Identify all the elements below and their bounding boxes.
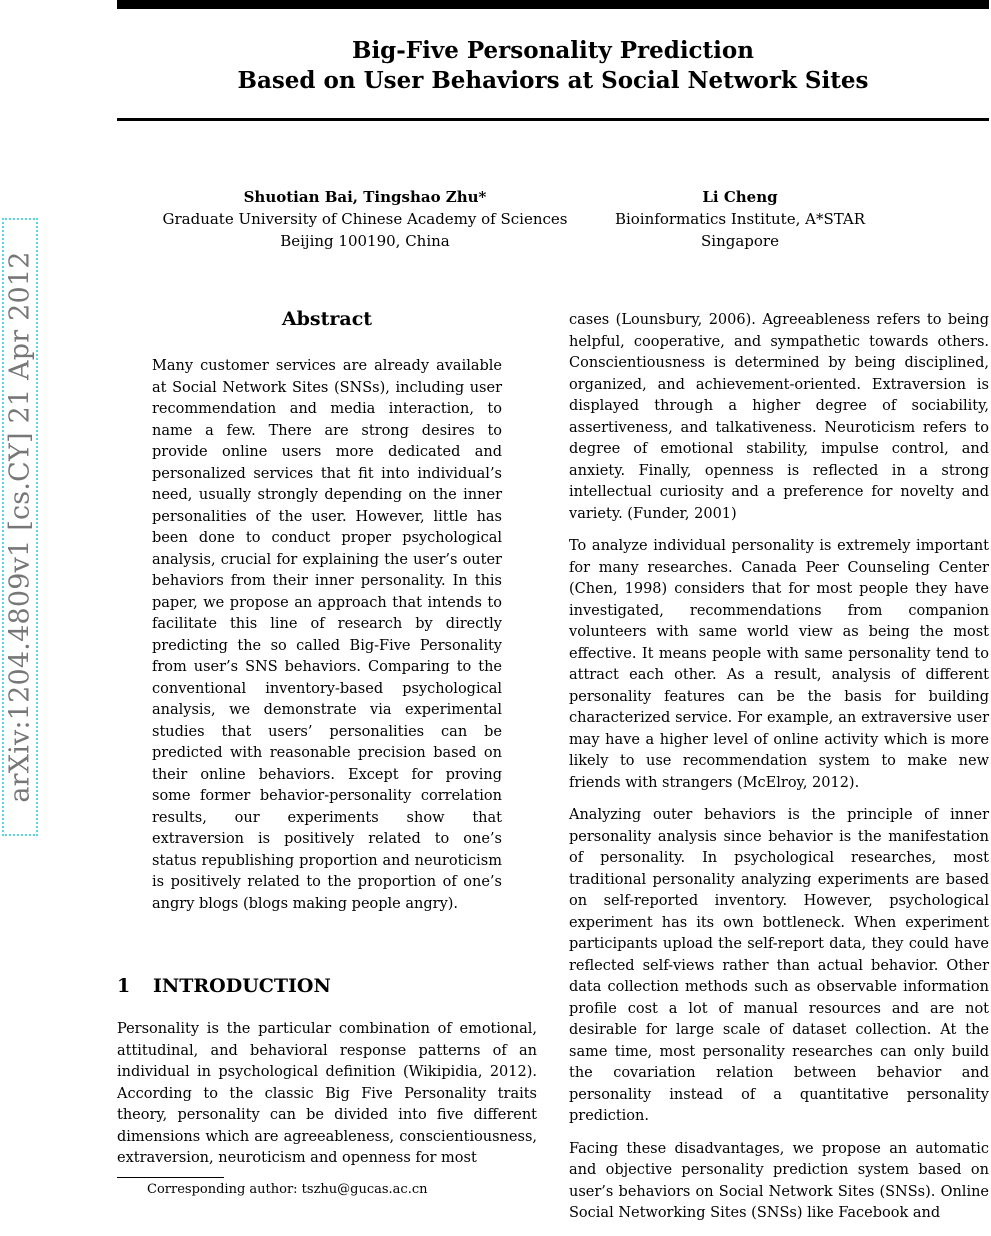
author-location: Beijing 100190, China xyxy=(280,232,450,250)
body-paragraph: Facing these disadvantages, we propose an automatic and objective personality prediction system based on user’s behaviors on Social Network Sites (SNSs). Online Social Networking Sites (SNSs) like Facebook and xyxy=(569,1140,989,1221)
body-paragraph: Analyzing outer behaviors is the principle of inner personality analysis since behavior is the manifestation of personality. In psychological researches, most traditional personality analyzing experiments are based on self-reported inventory. However, psychological experiment has its own bottleneck. When experiment participants upload the self-report data, they could have reflected self-views rather than actual behavior. Other data collection methods such as observable information profile cost a lot of manual resources and are not desirable for large scale of dataset collection. At the same time, most personality researches can only build the covariation relation between behavior and personality instead of a quantitative personality prediction. xyxy=(569,807,989,1124)
arxiv-identifier: arXiv:1204.4809v1 [cs.CY] 21 Apr 2012 xyxy=(4,251,36,803)
author-names: Shuotian Bai, Tingshao Zhu* xyxy=(243,188,487,206)
body-paragraph: cases (Lounsbury, 2006). Agreeableness refers to being helpful, cooperative, and sympathetic towards others. Conscientiousness is determined by being disciplined, organized, and achievement-oriented. Extraversion is displayed through a higher degree of sociability, assertiveness, and talkativeness. Neuroticism refers to degree of emotional stability, impulse control, and anxiety. Finally, openness is reflected in a strong intellectual curiosity and a preference for novelty and variety. (Funder, 2001) xyxy=(569,312,989,522)
abstract-heading: Abstract xyxy=(281,308,373,330)
author-location: Singapore xyxy=(701,232,779,250)
body-paragraph: To analyze individual personality is extremely important for many researches. Canada Peer Counseling Center (Chen, 1998) considers that for most people they have investigated, recommendations from companion volunteers with same world view as being the most effective. It means people with same personality tend to attract each other. As a result, analysis of different personality features can be the basis for building characterized service. For example, an extraversive user may have a higher level of online activity which is more likely to use recommendation system to make new friends with strangers (McElroy, 2012). xyxy=(569,538,989,791)
section-heading-introduction xyxy=(117,973,537,999)
right-column xyxy=(569,310,989,1236)
author-affiliation: Bioinformatics Institute, A*STAR xyxy=(614,210,866,228)
title-line-2: Based on User Behaviors at Social Network Sites xyxy=(237,67,869,94)
title-rule xyxy=(117,118,989,121)
title-line-1: Big-Five Personality Prediction xyxy=(352,37,754,64)
abstract-text: Many customer services are already available at Social Network Sites (SNSs), including user recommendation and media interaction, to name a few. There are strong desires to provide online users more dedicated and personalized services that fit into individual’s need, usually strongly depending on the inner personalities of the user. However, little has been done to conduct proper psychological analysis, crucial for explaining the user’s outer behaviors from their inner personality. In this paper, we propose an approach that intends to facilitate this line of research by directly predicting the so called Big-Five Personality from user’s SNS behaviors. Comparing to the conventional inventory-based psychological analysis, we demonstrate via experimental studies that users’ personalities can be predicted with reasonable precision based on their online behaviors. Except for proving some former behavior-personality correlation results, our experiments show that extraversion is positively related to one’s status republishing proportion and neuroticism is positively related to the proportion of one’s angry blogs (blogs making people angry). xyxy=(152,358,502,912)
paper-title xyxy=(117,36,989,96)
footnote-rule xyxy=(117,1177,224,1178)
author-names: Li Cheng xyxy=(702,188,778,206)
section-title: INTRODUCTION xyxy=(153,975,331,997)
author-block-2 xyxy=(595,186,885,252)
arxiv-stamp xyxy=(2,218,38,836)
author-affiliation: Graduate University of Chinese Academy of Sciences xyxy=(162,210,568,228)
top-rule xyxy=(117,0,989,9)
footnote: Corresponding author: tszhu@gucas.ac.cn xyxy=(147,1182,428,1197)
intro-paragraph-left: Personality is the particular combination of emotional, attitudinal, and behavioral response patterns of an individual in psychological definition (Wikipidia, 2012). According to the classic Big Five Personality traits theory, personality can be divided into five different dimensions which are agreeableness, conscientiousness, extraversion, neuroticism and openness for most xyxy=(117,1021,537,1166)
section-number: 1 xyxy=(117,975,131,997)
author-block-1 xyxy=(150,186,580,252)
